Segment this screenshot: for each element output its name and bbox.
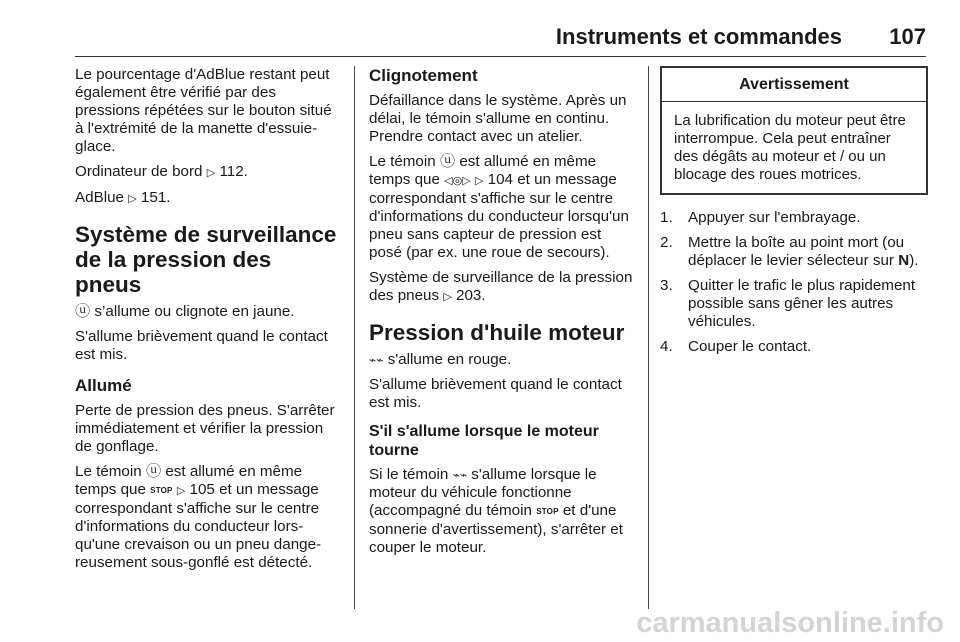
cross-reference [75,189,340,208]
section-heading: Pression d'huile moteur [369,320,625,345]
paragraph [369,153,635,262]
header-title: Instruments et commandes [555,24,842,49]
gear-neutral-label: N [898,252,910,269]
ref-page[interactable]: 203. [456,287,486,304]
step-text: Mettre la boîte au point mort (ou déplacer le levier sélecteur sur [688,234,905,269]
stop-icon: STOP [536,507,559,516]
page-number: 107 [889,24,926,49]
arrow-icon: ▷ [206,167,216,179]
arrow-icon: ▷ [443,291,452,303]
ref-text: AdBlue [75,189,124,206]
arrow-icon: ▷ [176,485,186,497]
watermark: carmanualsonline.info [636,607,944,639]
tpms-warning-icon: ⓤ [439,153,456,170]
paragraph-text: et un message correspondant s'affiche sur le centre d'informations du conducteur lorsqu'une crevaison ou un pneu dangereusement sous-gonflé est détecté. [75,481,322,571]
warning-body: La lubrification du moteur peut être interrompue. Cela peut entraîner des dégâts au moteur et / ou un blocage des roues motrices. [674,112,906,183]
list-item [660,234,928,270]
oil-pressure-icon: ⌁⌁ [369,353,384,367]
step-number: 4. [660,338,673,355]
paragraph: S'allume brièvement quand le contact est mis. [75,328,328,363]
paragraph: Le pourcentage d'AdBlue restant peut également être vérifié par des pressions répétées sur le bouton situé à l'extrémité de la manette d'essuie-glace. [75,66,332,155]
cross-reference [75,163,340,182]
arrow-icon: ▷ [128,193,137,205]
arrow-icon: ▷ [474,175,484,187]
paragraph-text: s'allume en rouge. [387,351,512,368]
paragraph-text: est allumé en même temps que [75,463,303,498]
steering-icon: ◁◎▷ [444,175,471,187]
paragraph-text: s’allume ou clignote en jaune. [94,303,295,320]
paragraph-text: et d'une sonnerie d'avertissement), s'arrêter et couper le moteur. [369,502,623,556]
step-text: Couper le contact. [688,338,812,355]
stop-icon: STOP [150,486,173,495]
paragraph [369,466,635,557]
column-divider [354,66,355,609]
oil-pressure-icon: ⌁⌁ [452,468,468,482]
step-text-end: ). [909,252,919,269]
list-item [660,277,928,331]
paragraph: Perte de pression des pneus. S'arrêter immédiatement et vérifier la pression de gonflage. [75,402,335,455]
ref-page[interactable]: 151. [140,189,171,206]
column-divider [648,66,649,609]
step-number: 2. [660,234,673,251]
column-2 [369,66,635,564]
step-text: Quitter le trafic le plus rapidement possible sans gêner les autres véhicules. [688,277,916,330]
paragraph: Défaillance dans le système. Après un délai, le témoin s'allume en continu. Prendre contact avec un atelier. [369,92,627,145]
list-item [660,338,928,356]
subsection-heading: Clignotement [369,66,478,85]
list-item [660,209,928,227]
ref-page[interactable]: 104 [487,171,513,188]
paragraph-text: s'allume lorsque le moteur du véhicule fonctionne (accompagné du témoin [369,466,597,519]
ref-text: Ordinateur de bord [75,163,203,180]
paragraph [75,463,340,572]
paragraph [75,303,340,321]
column-1 [75,66,340,579]
warning-box [660,66,928,195]
subsection-heading: Allumé [75,376,132,395]
step-number: 3. [660,277,673,294]
paragraph: S'allume brièvement quand le contact est mis. [369,376,622,411]
header-rule [75,56,926,57]
step-number: 1. [660,209,673,226]
steps-list [660,209,928,356]
subsection-heading: S'il s'allume lorsque le moteur tourne [369,423,599,459]
step-text: Appuyer sur l'embrayage. [688,209,861,226]
ref-page[interactable]: 105 [189,481,215,498]
paragraph [369,351,635,369]
tpms-warning-icon: ⓤ [75,303,91,320]
paragraph-text: et un message correspondant s'affiche sur le centre d'informations du conducteur lorsqu'un pneu sans capteur de pression est posé (par ex. une roue de secours). [369,171,629,261]
warning-title: Avertissement [662,68,926,102]
paragraph-text: Le témoin [369,153,436,170]
column-3 [660,66,928,363]
paragraph-text: est allumé en même temps que [369,153,597,188]
paragraph-text: Si le témoin [369,466,449,483]
section-heading: Système de surveillance de la pression des pneus [75,222,337,297]
paragraph-text: Le témoin [75,463,142,480]
tpms-warning-icon: ⓤ [145,463,162,480]
ref-text: Système de surveillance de la pression des pneus [369,269,633,304]
cross-reference [369,269,635,306]
ref-page[interactable]: 112. [219,163,248,180]
